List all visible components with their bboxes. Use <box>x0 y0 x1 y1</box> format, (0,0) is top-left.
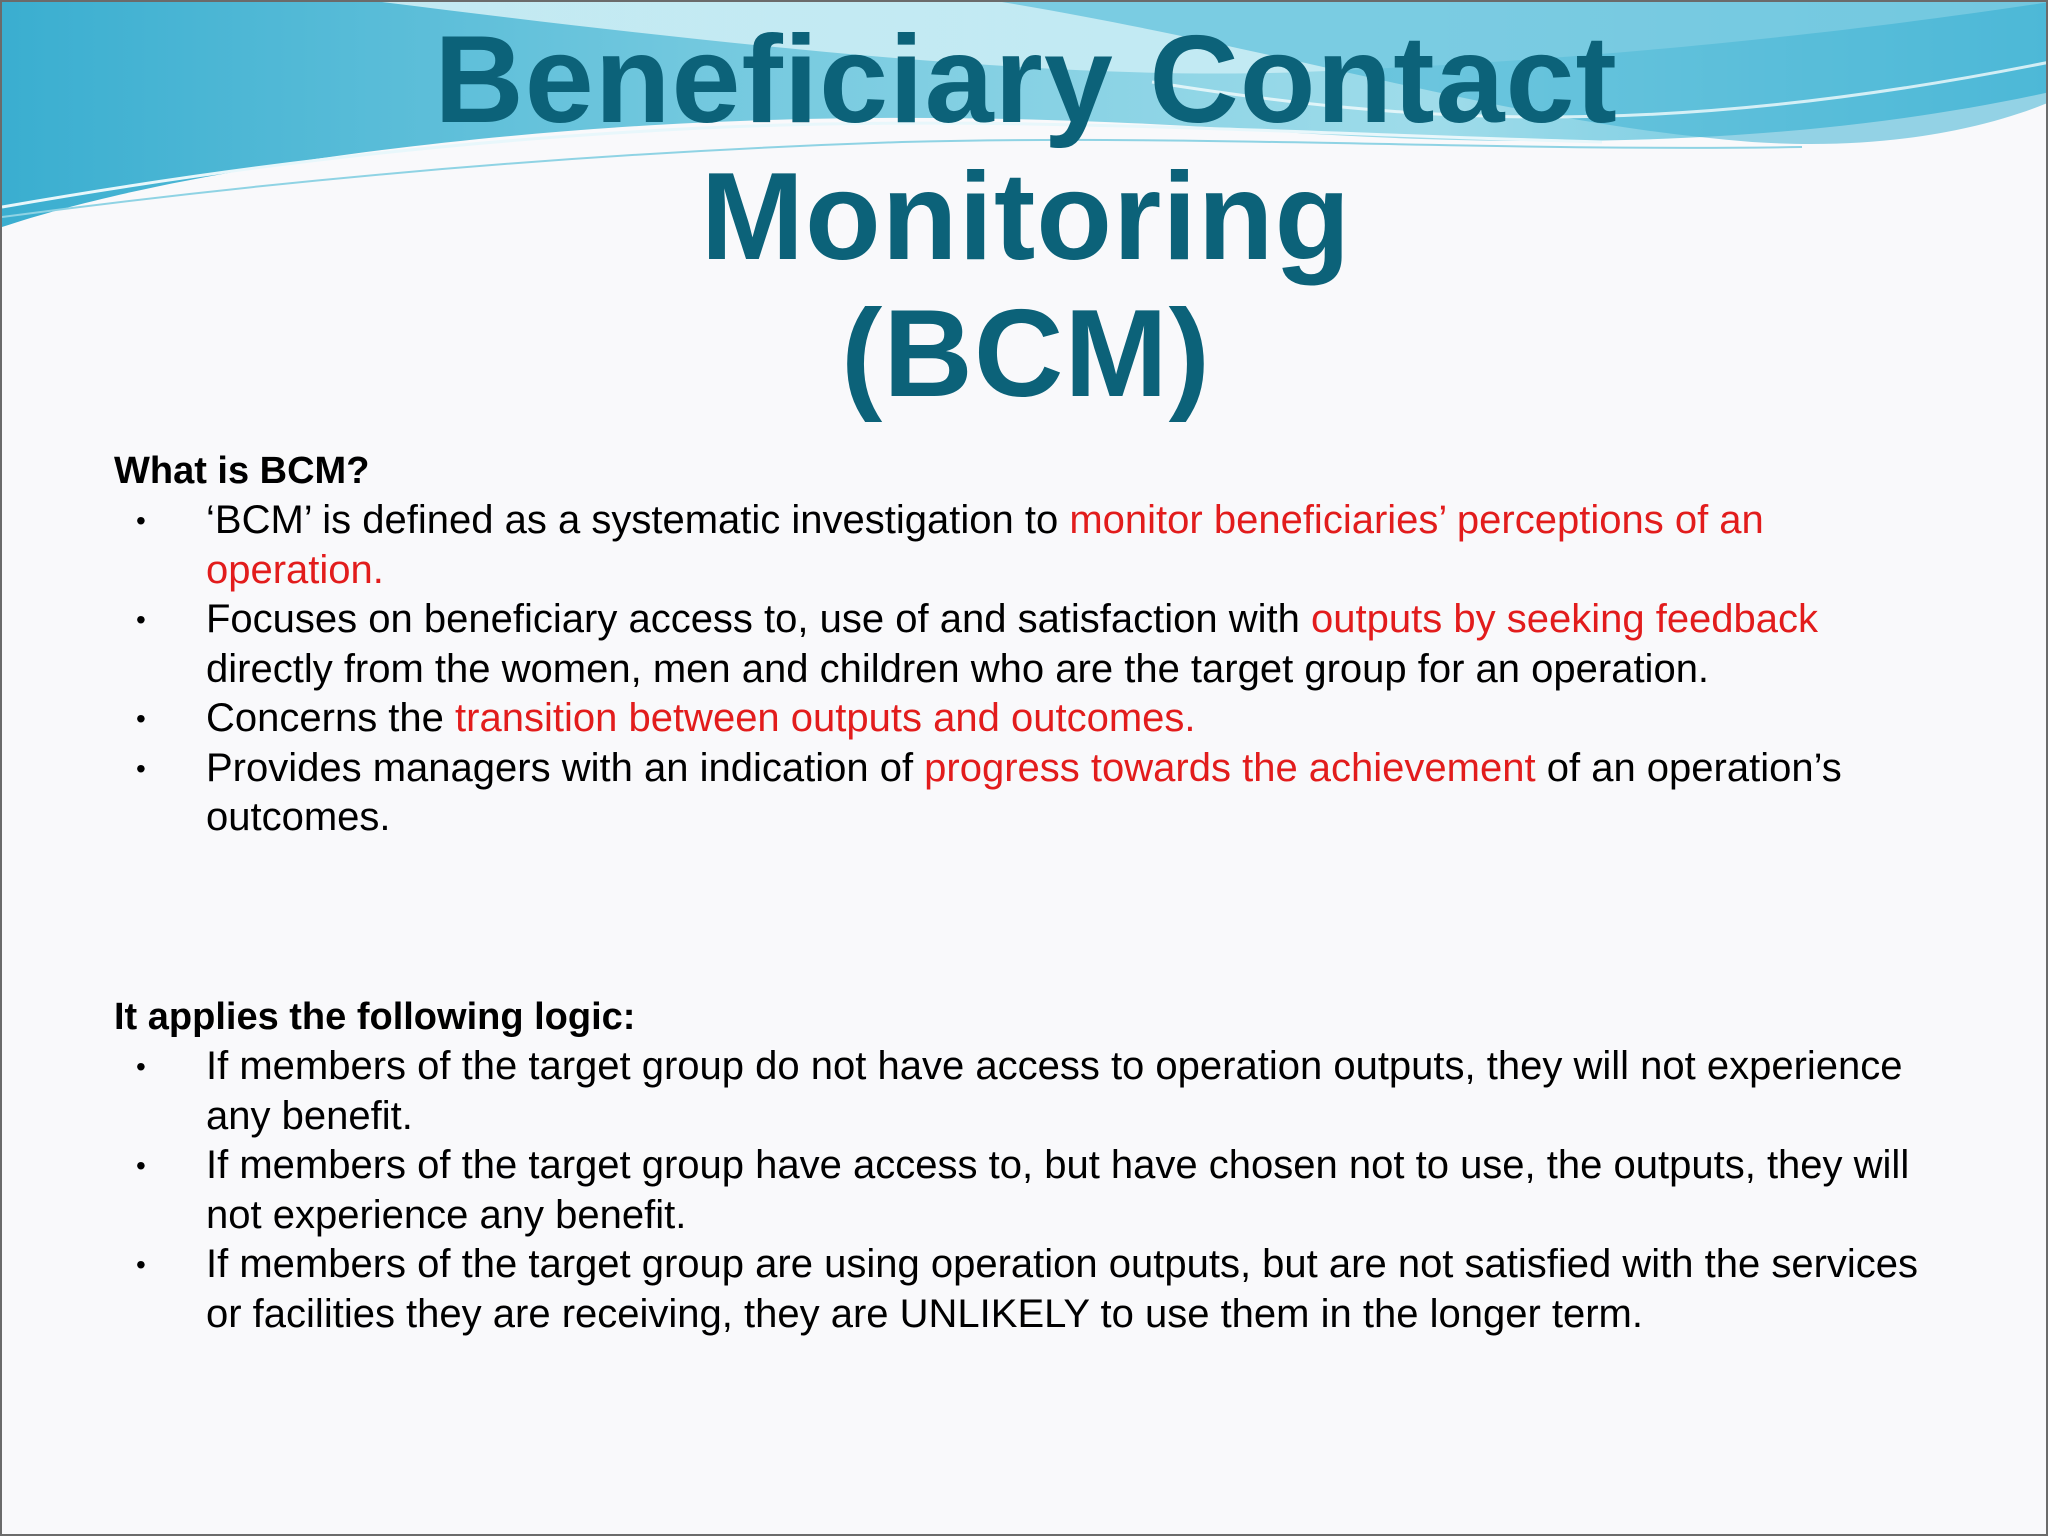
section-heading: What is BCM? <box>114 450 370 492</box>
list-item <box>114 1141 1944 1240</box>
item-text: Provides managers with an indication of <box>206 745 925 790</box>
title-line-3: (BCM) <box>841 285 1211 423</box>
item-text-tail: of an operation’s outcomes. <box>206 745 1842 839</box>
item-text-tail: directly from the women, men and children who are the target group for an operation. <box>206 646 1710 691</box>
item-text: ‘BCM’ is defined as a systematic investigation to <box>206 498 1070 542</box>
title-line-2: Monitoring <box>700 148 1352 286</box>
item-text: Concerns the <box>206 696 456 740</box>
bullet-icon: • <box>136 1051 146 1082</box>
section-heading: It applies the following logic: <box>114 996 636 1038</box>
section-what-is-bcm <box>114 446 1944 843</box>
list-item <box>114 1042 1944 1141</box>
bullet-icon: • <box>136 1249 146 1280</box>
item-text: If members of the target group are using operation outputs, but are not satisfied with the services or facilities they are receiving, they are UNLIKELY to use them in the longer term. <box>206 1242 1919 1336</box>
section-logic <box>114 992 1944 1339</box>
bullet-list <box>114 1042 1944 1339</box>
slide-title <box>2 12 2048 423</box>
bullet-icon: • <box>136 505 146 536</box>
item-text: Focuses on beneficiary access to, use of and satisfaction with <box>206 597 1312 641</box>
item-highlight: progress towards the achievement <box>924 745 1536 790</box>
list-item <box>114 744 1944 843</box>
list-item <box>114 1240 1944 1339</box>
item-highlight: monitor beneficiaries’ perceptions of an operation. <box>206 498 1764 592</box>
bullet-icon: • <box>136 703 146 734</box>
list-item <box>114 496 1944 595</box>
list-item <box>114 595 1944 694</box>
item-highlight: outputs by seeking feedback <box>1311 597 1819 641</box>
title-line-1: Beneficiary Contact <box>434 11 1618 149</box>
bullet-icon: • <box>136 752 146 784</box>
item-text: If members of the target group do not have access to operation outputs, they will not experience any benefit. <box>206 1044 1903 1138</box>
bullet-icon: • <box>136 1150 146 1181</box>
bullet-list <box>114 496 1944 843</box>
list-item <box>114 694 1944 744</box>
item-text: If members of the target group have access to, but have chosen not to use, the outputs, they will not experience any benefit. <box>206 1143 1910 1237</box>
bullet-icon: • <box>136 604 146 635</box>
item-highlight: transition between outputs and outcomes. <box>455 696 1196 740</box>
